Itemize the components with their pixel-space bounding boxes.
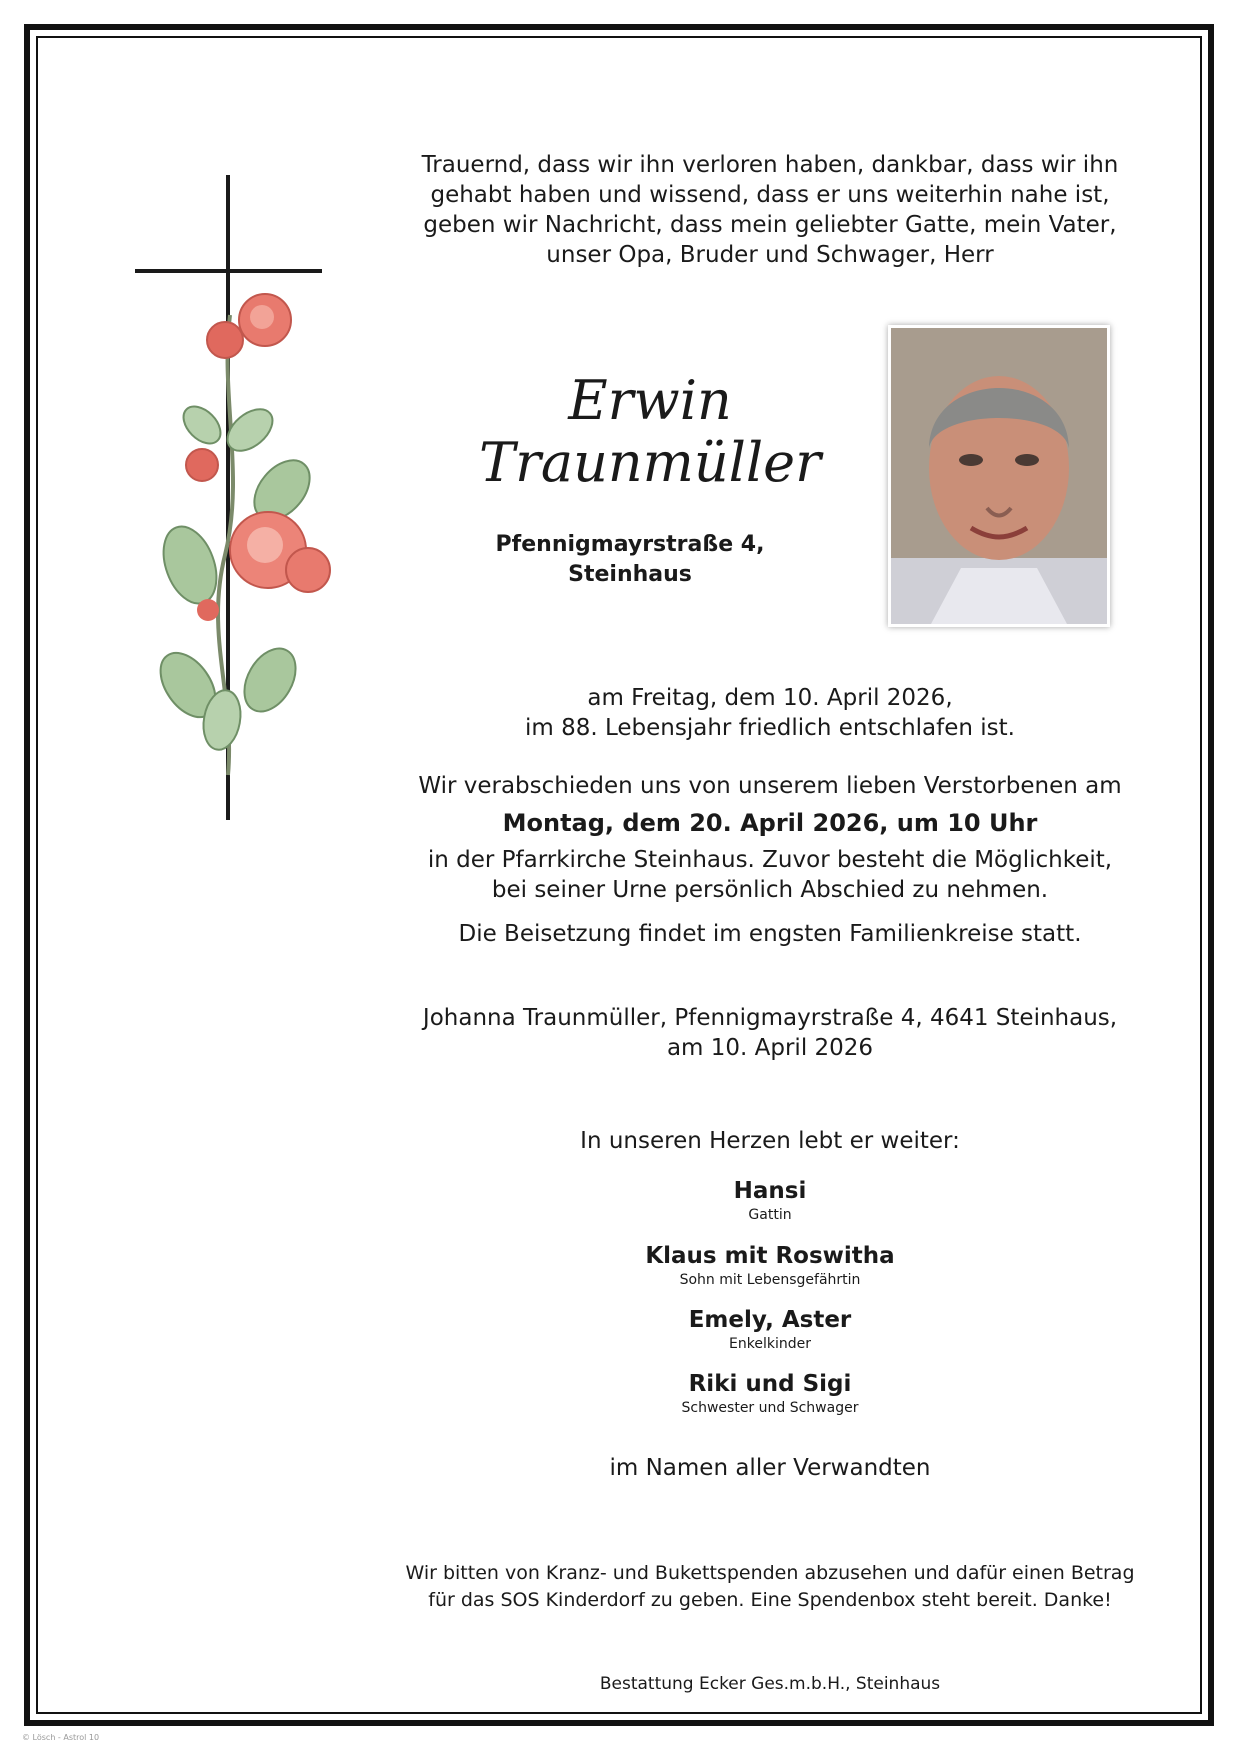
- intro-line-4: unser Opa, Bruder und Schwager, Herr: [546, 242, 994, 268]
- hearts-heading: In unseren Herzen lebt er weiter:: [580, 1128, 960, 1154]
- burial-notice: Die Beisetzung findet im engsten Familienkreise statt.: [458, 921, 1082, 947]
- mourner-item: [520, 1176, 1020, 1224]
- donation-line-1: Wir bitten von Kranz- und Bukettspenden abzusehen und dafür einen Betrag: [405, 1562, 1135, 1584]
- mourner-item: [520, 1241, 1020, 1289]
- farewell-line-2: in der Pfarrkirche Steinhaus. Zuvor besteht die Möglichkeit,: [427, 847, 1113, 873]
- signer-block: [400, 1003, 1140, 1063]
- portrait-photo: [888, 325, 1110, 627]
- signer-line-2: am 10. April 2026: [666, 1035, 874, 1061]
- donation-line-2: für das SOS Kinderdorf zu geben. Eine Spendenbox steht bereit. Danke!: [428, 1589, 1112, 1611]
- mourner-item: [520, 1305, 1020, 1353]
- on-behalf-line: im Namen aller Verwandten: [609, 1455, 931, 1481]
- copyright-note: © Lösch - Astrol 10: [22, 1733, 100, 1742]
- mourner-relation: Sohn mit Lebensgefährtin: [679, 1272, 861, 1288]
- farewell-intro: Wir verabschieden uns von unserem lieben Verstorbenen am: [418, 773, 1122, 799]
- mourner-name: Hansi: [733, 1178, 807, 1204]
- death-notice: [440, 683, 1100, 743]
- deceased-first-name: Erwin: [568, 369, 732, 432]
- intro-line-3: geben wir Nachricht, dass mein geliebter Gatte, mein Vater,: [423, 212, 1117, 238]
- mourner-name: Riki und Sigi: [688, 1371, 852, 1397]
- death-line-1: am Freitag, dem 10. April 2026,: [587, 685, 953, 711]
- portrait-image: [891, 328, 1107, 624]
- undertaker-name: Bestattung Ecker Ges.m.b.H., Steinhaus: [599, 1674, 941, 1694]
- donation-request: [390, 1560, 1150, 1614]
- deceased-address: [440, 530, 820, 590]
- intro-text: [400, 150, 1140, 270]
- mourner-item: [520, 1369, 1020, 1417]
- cross-with-roses-illustration: [130, 175, 350, 825]
- address-line-2: Steinhaus: [568, 562, 692, 587]
- mourner-name: Klaus mit Roswitha: [645, 1243, 895, 1269]
- mourner-relation: Schwester und Schwager: [681, 1400, 859, 1416]
- deceased-last-name: Traunmüller: [479, 431, 821, 494]
- farewell-date-time: Montag, dem 20. April 2026, um 10 Uhr: [502, 809, 1038, 837]
- address-line-1: Pfennigmayrstraße 4,: [495, 532, 765, 557]
- signer-line-1: Johanna Traunmüller, Pfennigmayrstraße 4, 4641 Steinhaus,: [422, 1005, 1118, 1031]
- mourner-name: Emely, Aster: [688, 1307, 852, 1333]
- mourner-relation: Gattin: [748, 1207, 792, 1223]
- death-line-2: im 88. Lebensjahr friedlich entschlafen ist.: [525, 715, 1015, 741]
- farewell-line-3: bei seiner Urne persönlich Abschied zu nehmen.: [491, 877, 1049, 903]
- intro-line-1: Trauernd, dass wir ihn verloren haben, dankbar, dass wir ihn: [421, 152, 1119, 178]
- intro-line-2: gehabt haben und wissend, dass er uns weiterhin nahe ist,: [430, 182, 1110, 208]
- farewell-details: [400, 845, 1140, 905]
- mourner-relation: Enkelkinder: [729, 1336, 811, 1352]
- rose-branch-illustration: [149, 294, 330, 775]
